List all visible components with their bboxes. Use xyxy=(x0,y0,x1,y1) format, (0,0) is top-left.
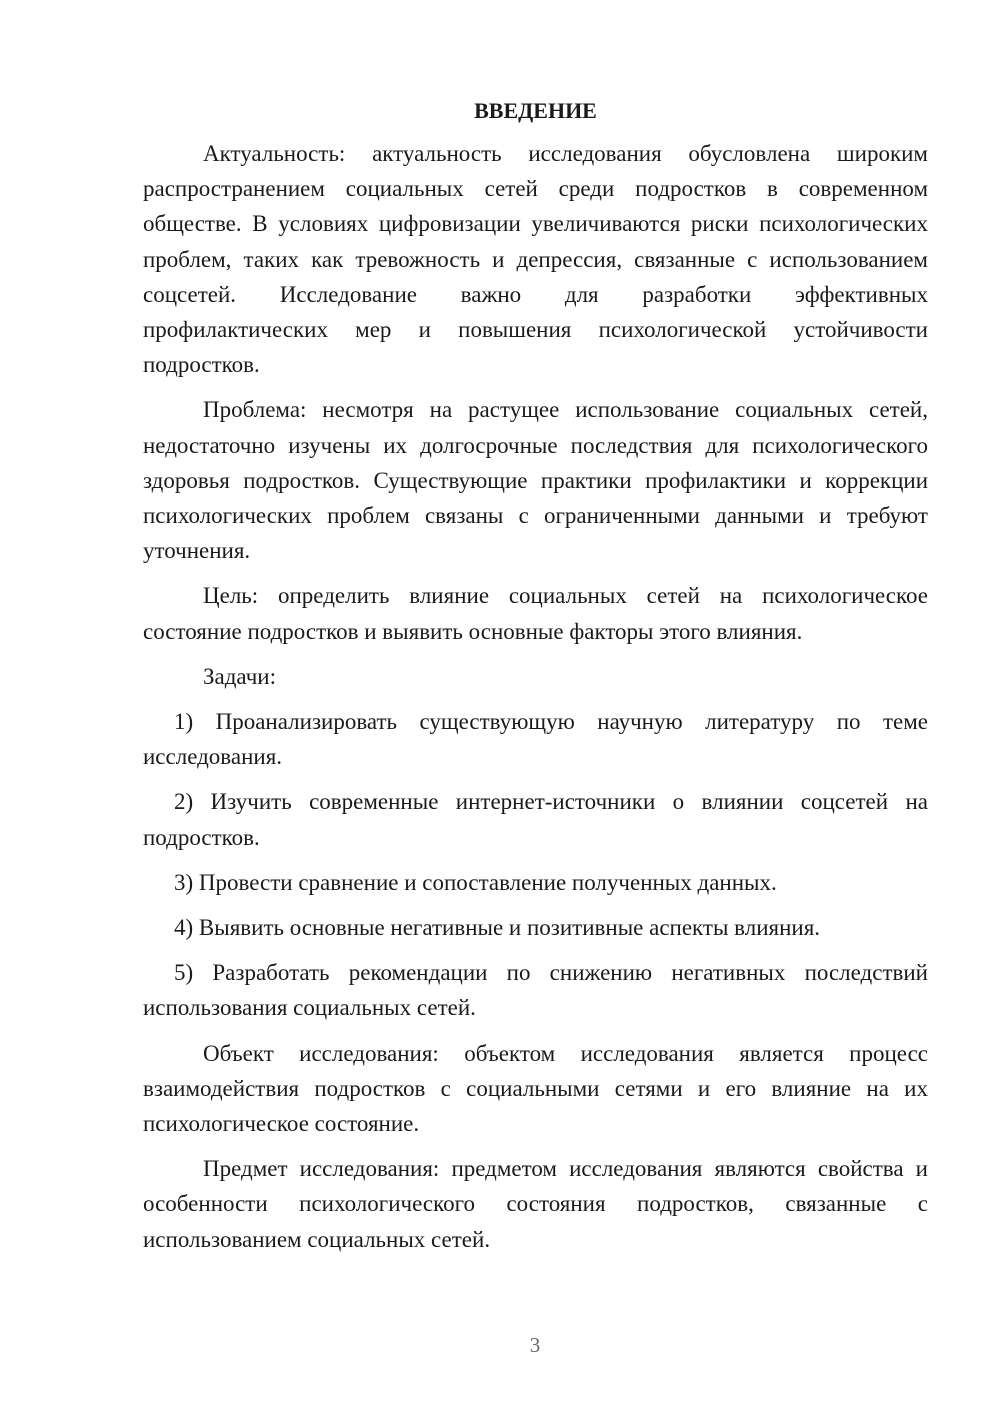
object-paragraph: Объект исследования: объектом исследования является процесс взаимодействия подростков с социальными сетями и его влияние на их психологическое состояние. xyxy=(143,1040,928,1137)
document-page xyxy=(143,96,928,1267)
task-item: 5) Разработать рекомендации по снижению негативных последствий использования социальных сетей. xyxy=(143,960,928,1021)
task-item: 4) Выявить основные негативные и позитивные аспекты влияния. xyxy=(174,915,821,941)
task-item: 2) Изучить современные интернет-источники о влиянии соцсетей на подростков. xyxy=(143,789,928,850)
relevance-paragraph: Актуальность: актуальность исследования обусловлена широким распространением социальных сетей среди подростков в современном обществе. В условиях цифровизации увеличиваются риски психологических проблем, таких как тревожность и депрессия, связанные с использованием соцсетей. Исследование важно для разработки эффективных профилактических мер и повышения психологической устойчивости подростков. xyxy=(143,141,928,378)
page-number: 3 xyxy=(529,1333,541,1357)
tasks-heading: Задачи: xyxy=(203,663,276,689)
task-item: 3) Провести сравнение и сопоставление полученных данных. xyxy=(174,869,777,895)
task-item: 1) Проанализировать существующую научную литературу по теме исследования. xyxy=(143,709,928,770)
section-title: ВВЕДЕНИЕ xyxy=(474,98,597,123)
subject-paragraph: Предмет исследования: предметом исследования являются свойства и особенности психологического состояния подростков, связанные с использованием социальных сетей. xyxy=(143,1156,928,1252)
goal-paragraph: Цель: определить влияние социальных сетей на психологическое состояние подростков и выявить основные факторы этого влияния. xyxy=(143,583,928,644)
problem-paragraph: Проблема: несмотря на растущее использование социальных сетей, недостаточно изучены их долгосрочные последствия для психологического здоровья подростков. Существующие практики профилактики и коррекции психологических проблем связаны с ограниченными данными и требуют уточнения. xyxy=(143,397,928,564)
